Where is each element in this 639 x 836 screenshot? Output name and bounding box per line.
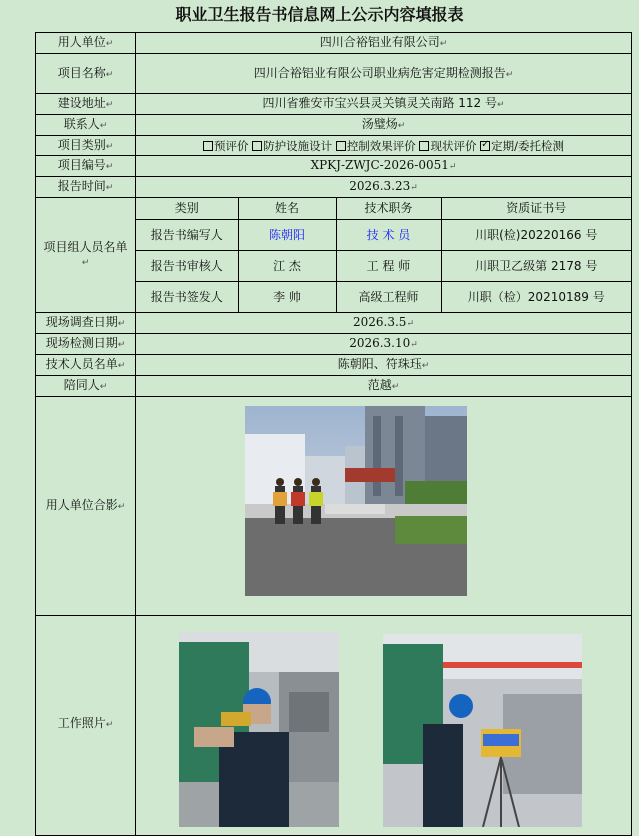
team-row-name: 李 帅 xyxy=(238,281,336,312)
category-label: 项目类别↵ xyxy=(36,136,136,156)
team-row-title: 技 术 员 xyxy=(336,219,441,250)
project-no-value: XPKJ-ZWJC-2026-0051↵ xyxy=(136,156,632,177)
team-header: 类别 xyxy=(136,198,238,219)
checkbox-icon[interactable] xyxy=(419,141,429,151)
work-photo-1 xyxy=(179,632,339,827)
team-row-cert: 川职(检)20220166 号 xyxy=(441,219,631,250)
report-time-label: 报告时间↵ xyxy=(36,177,136,198)
group-photo xyxy=(245,406,467,596)
team-row-title: 高级工程师 xyxy=(336,281,441,312)
employer-label: 用人单位↵ xyxy=(36,33,136,54)
team-row-cert: 川职卫乙级第 2178 号 xyxy=(441,250,631,281)
employer-value: 四川合裕铝业有限公司↵ xyxy=(136,33,632,54)
category-options xyxy=(136,136,632,156)
checked-box-icon[interactable] xyxy=(480,141,490,151)
tech-staff-label: 技术人员名单↵ xyxy=(36,355,136,376)
report-time-value: 2026.3.23↵ xyxy=(136,177,632,198)
team-row-role: 报告书签发人 xyxy=(136,281,238,312)
form-title: 职业卫生报告书信息网上公示内容填报表 xyxy=(175,5,464,24)
category-option-design[interactable]: 防护设施设计 xyxy=(252,139,332,153)
category-option-periodic[interactable]: ✓ 定期/委托检测 xyxy=(480,139,564,153)
test-date-value: 2026.3.10↵ xyxy=(136,334,632,355)
team-cell xyxy=(136,198,632,313)
category-option-status[interactable]: 现状评价 xyxy=(419,139,476,153)
team-row-cert: 川职（检）20210189 号 xyxy=(467,289,605,304)
team-header: 资质证书号 xyxy=(441,198,631,219)
project-no-label: 项目编号↵ xyxy=(36,156,136,177)
team-table xyxy=(136,198,631,312)
category-option-control[interactable]: 控制效果评价 xyxy=(336,139,416,153)
project-name-value: 四川合裕铝业有限公司职业病危害定期检测报告↵ xyxy=(136,54,632,94)
category-option-pre-eval[interactable]: 预评价 xyxy=(203,139,249,153)
survey-date-label: 现场调查日期↵ xyxy=(36,313,136,334)
checkbox-icon[interactable] xyxy=(203,141,213,151)
team-header: 姓名 xyxy=(238,198,336,219)
project-name-label: 项目名称↵ xyxy=(36,54,136,94)
address-label: 建设地址↵ xyxy=(36,94,136,115)
escort-value: 范越↵ xyxy=(136,376,632,397)
team-row-role: 报告书编写人 xyxy=(136,219,238,250)
checkbox-icon[interactable] xyxy=(252,141,262,151)
team-row-name: 江 杰 xyxy=(238,250,336,281)
address-value: 四川省雅安市宝兴县灵关镇灵关南路 112 号↵ xyxy=(136,94,632,115)
checkbox-icon[interactable] xyxy=(336,141,346,151)
contact-label: 联系人↵ xyxy=(36,115,136,136)
test-date-label: 现场检测日期↵ xyxy=(36,334,136,355)
tech-staff-value: 陈朝阳、符珠珏↵ xyxy=(136,355,632,376)
escort-label: 陪同人↵ xyxy=(36,376,136,397)
group-photo-label: 用人单位合影↵ xyxy=(36,397,136,616)
team-label: 项目组人员名单↵ xyxy=(36,198,136,313)
work-photo-label: 工作照片↵ xyxy=(36,616,136,836)
team-row-title: 工 程 师 xyxy=(336,250,441,281)
work-photo-2 xyxy=(383,634,582,827)
contact-value: 汤璧炀↵ xyxy=(136,115,632,136)
team-row-role: 报告书审核人 xyxy=(136,250,238,281)
team-row-name: 陈朝阳 xyxy=(238,219,336,250)
survey-date-value: 2026.3.5↵ xyxy=(136,313,632,334)
team-header: 技术职务 xyxy=(336,198,441,219)
